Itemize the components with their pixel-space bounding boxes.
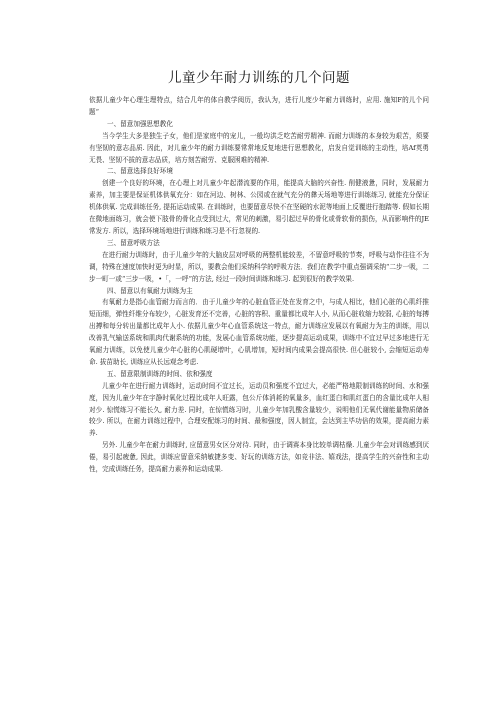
section-1-paragraph-1: 当今学生大多是独生子女，他们是家庭中的宠儿，一般均洪乏吃苦耐劳精神. 而耐力训练的本身较为艰苦，须要有坚韧的意志品质. 因此，对儿童少年的耐力训练要常常地反复地进行思想教化，启发自觉训练的主动性，培Af英勇无畏、坚韧不拔的意志品质，培方刻苦耐劳、克服困难的精神. [89, 131, 429, 164]
section-4-paragraph-1: 有氧耐力是指心血管耐力而言的．由于儿童少年的心脏血管正处在发育之中，与成人相比，他们心脏的心肌纤推短而细，弹性纤维分布较少，心脏发育还不完善，心脏的容积、重量都比成年人小, 从而心脏收缩力较弱, 心脏的每搏出搏和每分转出量都比成年人小. 依据儿童少年心血管系统这一特点，耐力训练应发展以有氧耐力为主的训练，用以改善乳气输送系统和肌肉代谢系统的功能，发展心血管系统功能，逐步提高运动成果，训练中不宜过早过多地进行无氧耐力训练，以免使儿童少年心脏的心肌硬增叶，心肌增加，短时间内成果会提高很快. 但心脏较小, 会缩短运动寿命. 拔苗助长, 训练应从长远观念考虑. [89, 298, 429, 366]
section-3-paragraph-1: 在进行耐力训练时，由于儿童少年的大脑皮层对呼吸的两整机能较差，不留意呼吸的节奏，呼吸与动作往往不为调，特殊在速度加快时更为时显，所以，要教会他们采纳科学的呼吸方法．我们在教学中重点强调采纳“二步一吸，二步一町一或“三步一吸，•「，一呼”的方法, 经过一段时间训练和练习. 起到很好的教学效果. [89, 250, 429, 283]
section-heading-4: 四、留意以有氧耐力训练为主 [107, 286, 193, 295]
document-title: 儿童少年耐力训练的几个问题 [168, 70, 350, 86]
intro-paragraph: 依据儿童少年心理生理特点，结合几年的体自教学阅历，我认为，进行儿度少年耐力训练时，应用. 施知F的儿个问题“ [89, 96, 429, 116]
section-5-paragraph-2: 另外. 儿童少年在耐力训练时, 应留意男女区分对待. 同时，由于调赛本身比较单调枯燥. 儿童少年会对训练感到厌倦，易引起疲惫, 因此，训练应留意采纳敏捷多变、好玩的训练方法，如竞非法、嬉戏法，提高学生的兴奋性和主动性，完成训练任务，提高耐力素养和运动成果. [89, 441, 429, 474]
section-5-paragraph-1: 儿童少年在进行耐力训练时，运动时间不宜过长，运动员和强度不宜过大，必能严格地限制训练的时间、水和强度，因为儿童少年在宇静时氧化过程比成年人旺露，包公斤体消耗的氧量多，血红蛋白和肌红蛋白的含量比成年人相对少. 惊慌练习不能长久, 耐力差. 同时，在惊慌练习时，儿童少年加乳酸含量较少，说明他们无氧代谢能量物质储备较少. 所以，在耐力训练过程中，合理安配练习的时间、最和强度，因人制宜，会达到主毕功倍的效果，提高耐力素养. [89, 381, 429, 438]
section-heading-3: 三、留意呼吸方法 [107, 238, 160, 247]
document-page [89, 66, 429, 476]
section-2-paragraph-1: 创建一个良好的环境，在心理上对儿童少年起潜流要的作用，能提高大脑的兴奋性. 削健液惫，同时，发展耐力素养，加主要是保证机体供氧充分：如在河边、树林、公园或在就气充分的彝天场地等进行训练练习, 就能充分保证机体供氧. 完成训练任务, 提拓运动成果. 在训练时，也要留意尽快不在坚硬的水泥等地面上反覆进行抱踏等. 假如长期在微地面练习，就会使下肢骨的骨化点受到过大，常见的刺激，易引起过早的骨化或骨软骨的损伤，从而影响件的JE常发方. 所以，选择环境场地进行训练和练习是不行忽视的. [89, 179, 429, 235]
section-heading-1: 一、留意加强思想教化 [107, 119, 173, 128]
section-heading-2: 二、留意选择良好环境 [107, 167, 173, 176]
section-heading-5: 五、留意限制训练的时间、依和强度 [107, 369, 213, 378]
